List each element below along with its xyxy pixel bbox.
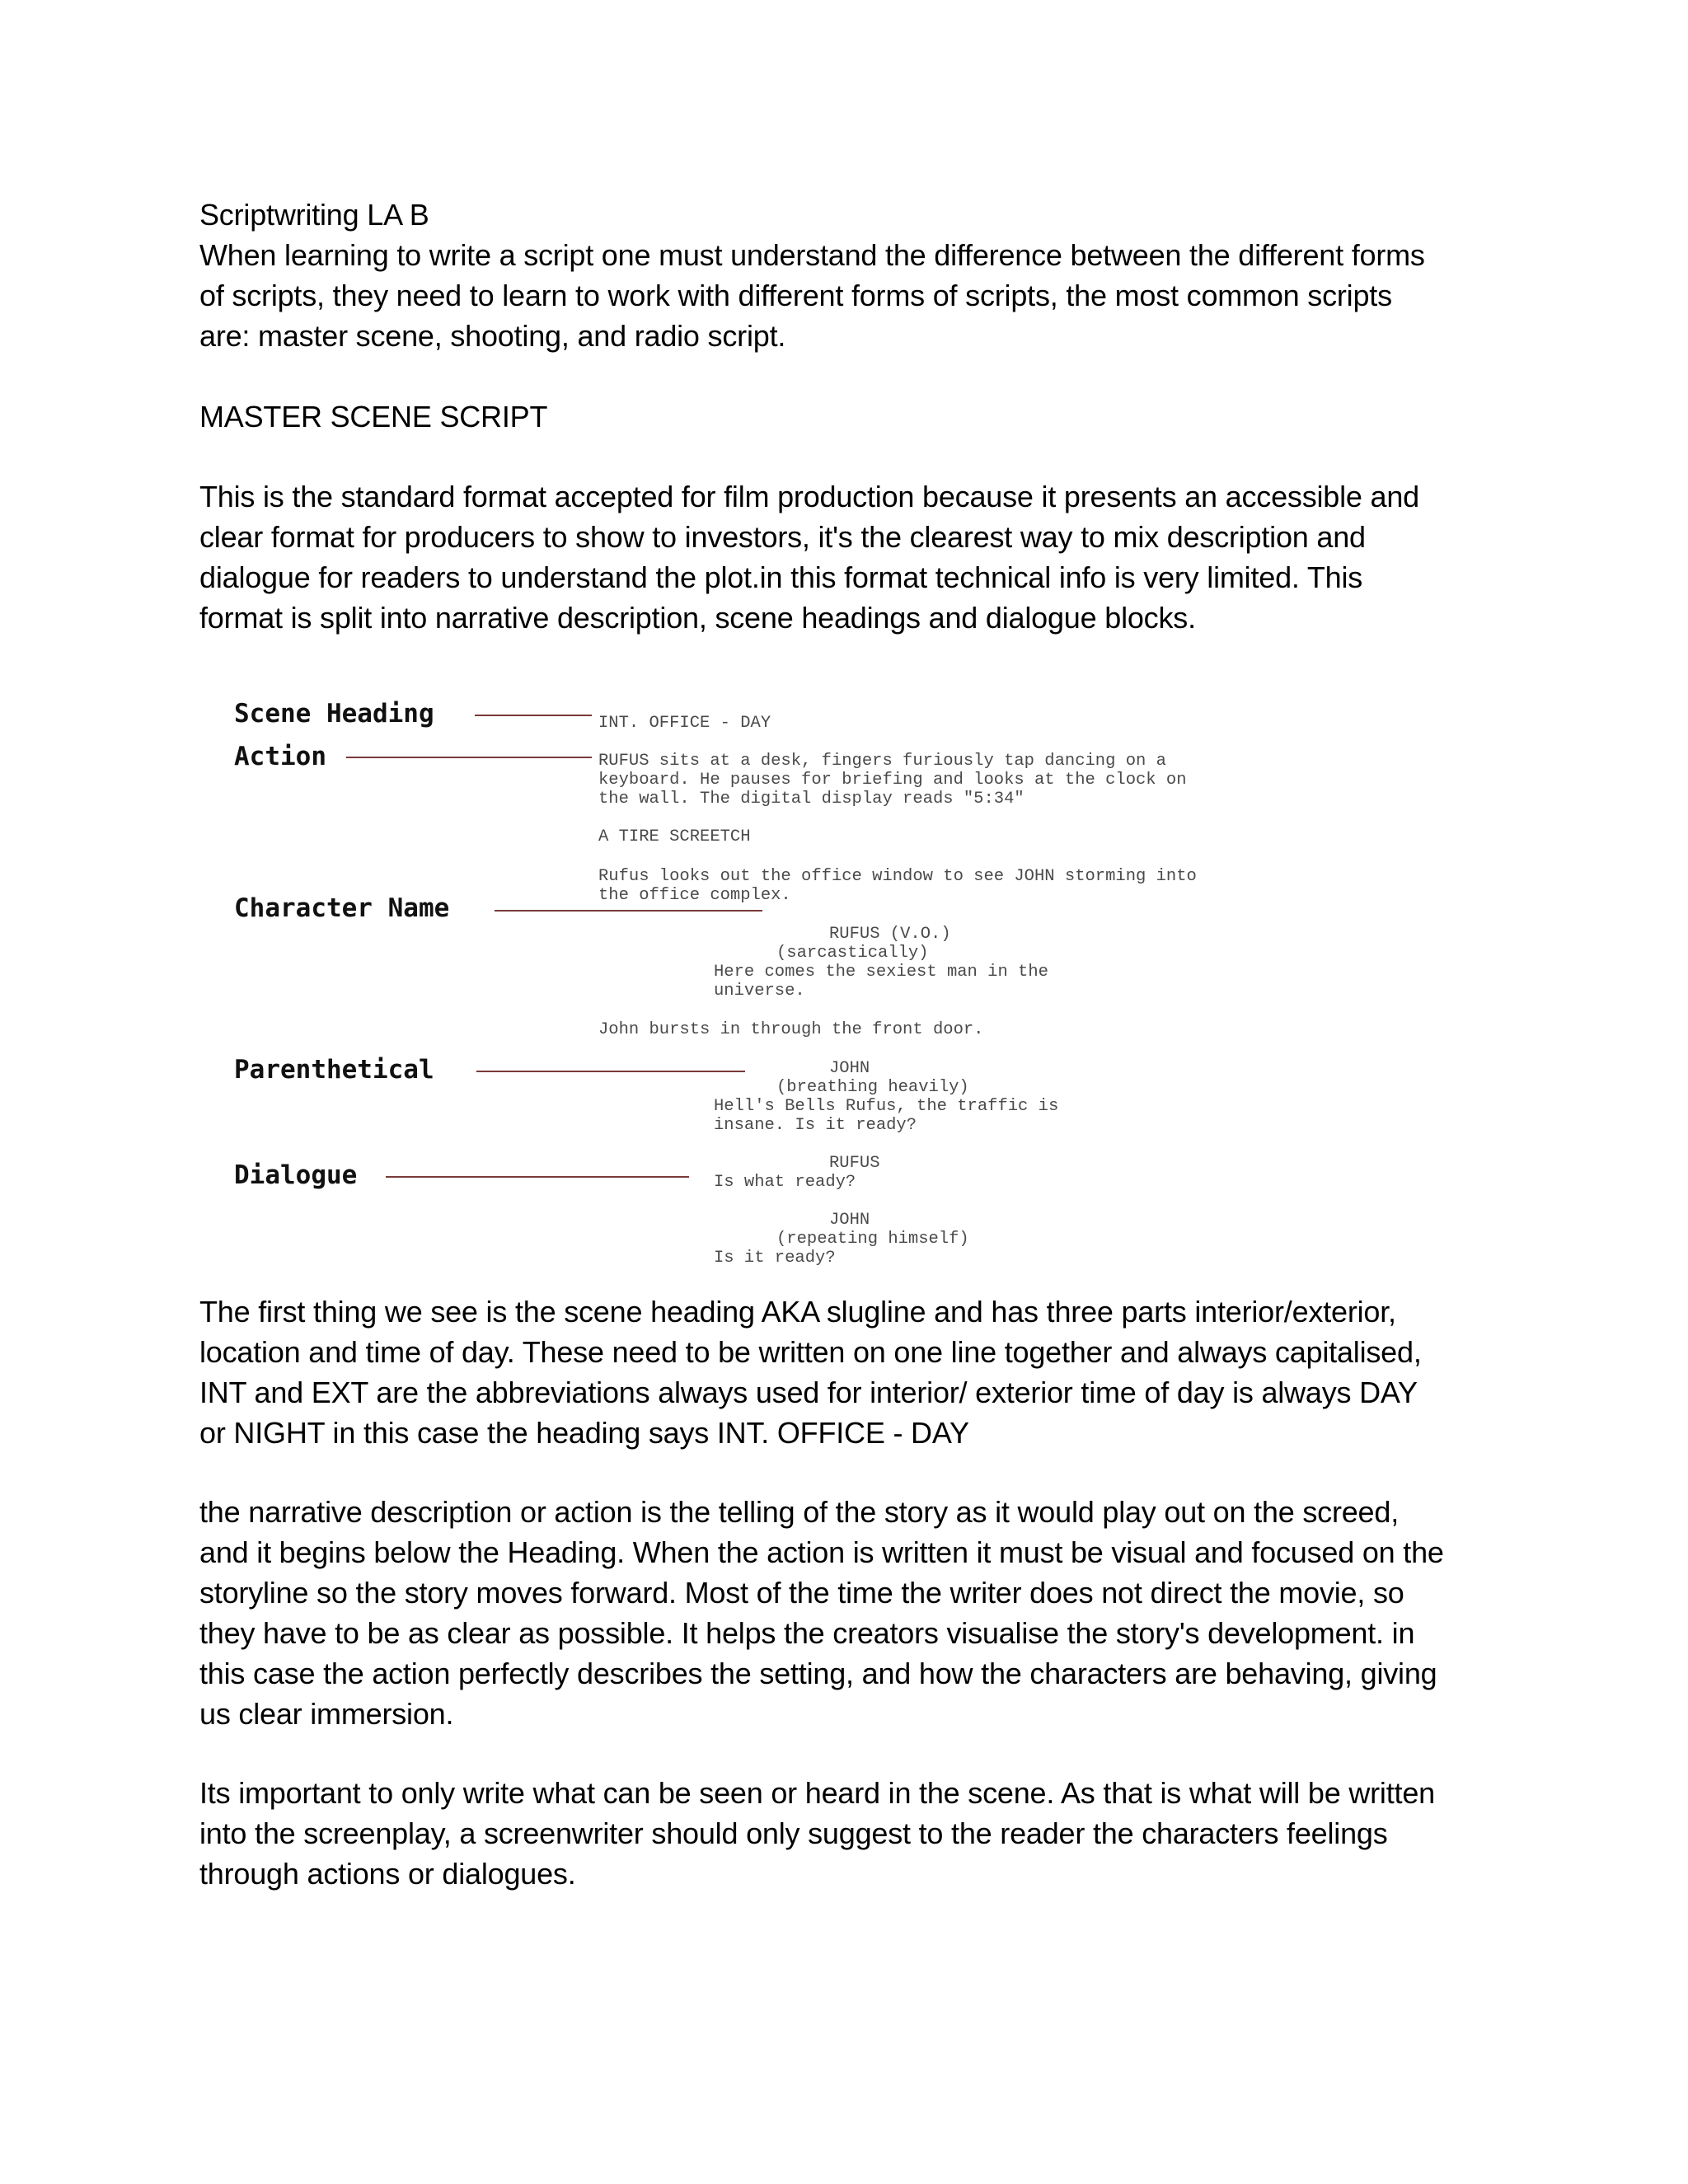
script-dialogue: universe. — [714, 982, 805, 1001]
intro-block — [199, 194, 1502, 356]
paragraph-4 — [199, 1773, 1502, 1894]
pointer-line-scene-heading — [475, 715, 592, 716]
pointer-line-parenthetical — [476, 1071, 745, 1072]
paragraph-line: INT and EXT are the abbreviations always used for interior/ exterior time of day is always DAY — [199, 1376, 1418, 1409]
paragraph-1 — [199, 476, 1502, 638]
script-dialogue: insane. Is it ready? — [714, 1116, 917, 1135]
script-action: A TIRE SCREETCH — [598, 827, 751, 846]
paragraph-line: This is the standard format accepted for film production because it presents an accessible and — [199, 480, 1419, 513]
paragraph-line: through actions or dialogues. — [199, 1857, 576, 1891]
label-dialogue: Dialogue — [234, 1160, 358, 1190]
paragraph-line: dialogue for readers to understand the plot.in this format technical info is very limited. This — [199, 560, 1363, 594]
label-action: Action — [234, 742, 326, 771]
script-action: keyboard. He pauses for briefing and looks at the clock on — [598, 771, 1187, 790]
script-action: the office complex. — [598, 886, 791, 905]
label-character-name: Character Name — [234, 893, 450, 923]
paragraph-line: us clear immersion. — [199, 1697, 454, 1731]
intro-line: When learning to write a script one must understand the difference between the different forms — [199, 238, 1425, 272]
script-parenthetical: (sarcastically) — [776, 944, 929, 963]
paragraph-line: location and time of day. These need to be written on one line together and always capitalised, — [199, 1335, 1422, 1369]
script-action: RUFUS sits at a desk, fingers furiously tap dancing on a — [598, 752, 1166, 771]
paragraph-line: this case the action perfectly describes the setting, and how the characters are behaving, giving — [199, 1657, 1437, 1690]
pointer-line-dialogue — [386, 1176, 689, 1178]
script-dialogue: Here comes the sexiest man in the — [714, 963, 1048, 982]
script-character-name: RUFUS — [829, 1154, 880, 1173]
script-dialogue: Is what ready? — [714, 1173, 856, 1192]
script-action: Rufus looks out the office window to see JOHN storming into — [598, 867, 1197, 886]
paragraph-line: The first thing we see is the scene heading AKA slugline and has three parts interior/exterior, — [199, 1295, 1396, 1329]
paragraph-line: they have to be as clear as possible. It helps the creators visualise the story's development. in — [199, 1616, 1415, 1650]
section-heading-block — [199, 396, 1502, 437]
script-action: the wall. The digital display reads "5:34" — [598, 790, 1025, 808]
paragraph-line: format is split into narrative description, scene headings and dialogue blocks. — [199, 601, 1196, 635]
script-character-name: JOHN — [829, 1059, 870, 1078]
intro-line: are: master scene, shooting, and radio script. — [199, 319, 786, 353]
script-dialogue: Hell's Bells Rufus, the traffic is — [714, 1097, 1059, 1116]
paragraph-line: and it begins below the Heading. When the action is written it must be visual and focused on the — [199, 1535, 1444, 1569]
label-scene-heading: Scene Heading — [234, 699, 434, 729]
paragraph-line: the narrative description or action is the telling of the story as it would play out on the screed, — [199, 1495, 1400, 1529]
paragraph-line: clear format for producers to show to investors, it's the clearest way to mix description and — [199, 520, 1366, 554]
pointer-line-character-name — [495, 910, 762, 912]
script-parenthetical: (breathing heavily) — [776, 1078, 969, 1097]
section-heading: MASTER SCENE SCRIPT — [199, 400, 548, 434]
paragraph-line: or NIGHT in this case the heading says INT. OFFICE - DAY — [199, 1416, 969, 1450]
paragraph-3 — [199, 1492, 1502, 1734]
script-action: John bursts in through the front door. — [598, 1020, 984, 1039]
paragraph-line: into the screenplay, a screenwriter should only suggest to the reader the characters feelings — [199, 1816, 1388, 1850]
paragraph-line: Its important to only write what can be seen or heard in the scene. As that is what will be written — [199, 1776, 1435, 1810]
script-scene-heading: INT. OFFICE - DAY — [598, 714, 771, 733]
screenplay-format-figure — [223, 686, 1327, 1279]
script-parenthetical: (repeating himself) — [776, 1230, 969, 1249]
script-character-name: RUFUS (V.O.) — [829, 925, 951, 944]
script-character-name: JOHN — [829, 1211, 870, 1230]
paragraph-2 — [199, 1291, 1502, 1453]
pointer-line-action — [346, 757, 592, 758]
script-dialogue: Is it ready? — [714, 1249, 836, 1268]
label-parenthetical: Parenthetical — [234, 1055, 434, 1085]
document-title: Scriptwriting LA B — [199, 198, 429, 232]
paragraph-line: storyline so the story moves forward. Most of the time the writer does not direct the movie, so — [199, 1576, 1404, 1610]
intro-line: of scripts, they need to learn to work with different forms of scripts, the most common scripts — [199, 279, 1392, 312]
